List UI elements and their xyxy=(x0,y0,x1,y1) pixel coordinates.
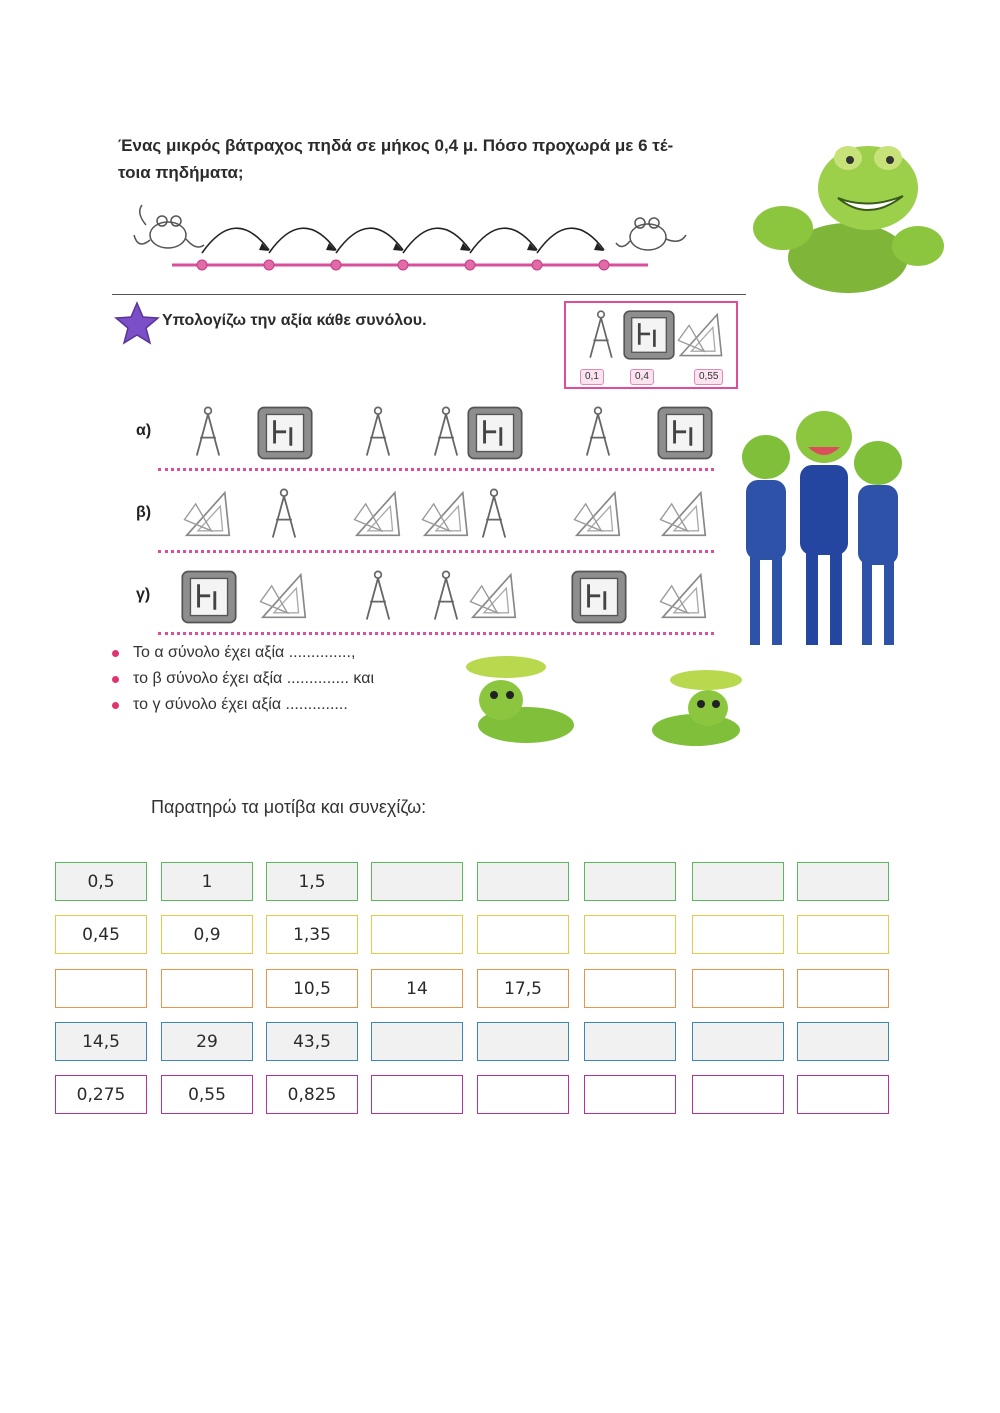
compass-icon xyxy=(570,404,626,460)
pattern-answer-box[interactable] xyxy=(692,1022,784,1061)
pattern-answer-box[interactable] xyxy=(797,1075,889,1114)
calculator-icon xyxy=(180,568,238,626)
compass-icon xyxy=(180,404,236,460)
pattern-answer-box[interactable] xyxy=(371,915,463,954)
star-icon xyxy=(112,300,162,346)
pattern-answer-box[interactable] xyxy=(584,1075,676,1114)
jump-arc xyxy=(537,228,604,253)
compass-icon xyxy=(256,486,312,542)
pattern-answer-box[interactable] xyxy=(584,969,676,1008)
set-row xyxy=(170,564,720,628)
pattern-answer-box[interactable] xyxy=(797,1022,889,1061)
jump-point xyxy=(465,260,475,270)
compass-icon xyxy=(350,404,406,460)
jump-arc xyxy=(470,228,537,253)
bullet-icon xyxy=(112,702,119,709)
pattern-cell: 1 xyxy=(161,862,253,901)
pattern-cell: 0,825 xyxy=(266,1075,358,1114)
bullet-icon xyxy=(112,650,119,657)
pattern-cell: 0,5 xyxy=(55,862,147,901)
pattern-answer-box[interactable] xyxy=(477,915,569,954)
set-square-icon xyxy=(256,568,312,624)
patterns-title: Παρατηρώ τα μοτίβα και συνεχίζω: xyxy=(151,797,427,817)
set-square-icon xyxy=(350,486,406,542)
pattern-answer-box[interactable] xyxy=(477,862,569,901)
pattern-answer-box[interactable] xyxy=(584,915,676,954)
pattern-answer-box[interactable] xyxy=(692,862,784,901)
pattern-answer-box[interactable] xyxy=(371,1075,463,1114)
set-square-icon xyxy=(180,486,236,542)
pattern-cell: 14,5 xyxy=(55,1022,147,1061)
pattern-answer-box[interactable] xyxy=(55,969,147,1008)
pattern-cell: 10,5 xyxy=(266,969,358,1008)
dotted-separator xyxy=(158,468,714,471)
frog-jump-problem xyxy=(118,132,758,186)
sketch-frog-right-icon xyxy=(616,218,686,250)
set-label: γ) xyxy=(136,586,151,603)
calculator-icon xyxy=(570,568,628,626)
set-square-icon xyxy=(570,486,626,542)
set-square-icon xyxy=(674,307,728,363)
set-square-icon xyxy=(466,568,522,624)
legend-compass xyxy=(574,307,628,368)
jump-arc xyxy=(336,228,403,253)
value-legend xyxy=(564,301,738,389)
pattern-answer-box[interactable] xyxy=(692,1075,784,1114)
section-divider xyxy=(112,294,746,295)
calculator-icon xyxy=(466,404,524,462)
pattern-answer-box[interactable] xyxy=(371,1022,463,1061)
jump-arc xyxy=(269,228,336,253)
pattern-answer-box[interactable] xyxy=(584,1022,676,1061)
pattern-answer-box[interactable] xyxy=(797,915,889,954)
set-square-icon xyxy=(656,486,712,542)
answer-c: το γ σύνολο έχει αξία .............. xyxy=(112,692,374,718)
pattern-cell: 29 xyxy=(161,1022,253,1061)
pattern-answer-box[interactable] xyxy=(797,969,889,1008)
calculator-icon xyxy=(622,307,676,363)
big-frog-illustration xyxy=(748,128,948,298)
legend-value: 0,4 xyxy=(630,369,654,385)
set-label: β) xyxy=(136,504,152,521)
answer-list xyxy=(112,640,374,718)
pattern-answer-box[interactable] xyxy=(477,1075,569,1114)
pattern-cell: 0,9 xyxy=(161,915,253,954)
sets-task-title: Υπολογίζω την αξία κάθε συνόλου. xyxy=(162,312,427,329)
pattern-cell: 43,5 xyxy=(266,1022,358,1061)
jump-number-line xyxy=(128,195,698,275)
pattern-cell: 0,45 xyxy=(55,915,147,954)
pattern-answer-box[interactable] xyxy=(692,915,784,954)
answer-b: το β σύνολο έχει αξία .............. και xyxy=(112,666,374,692)
pattern-cell: 14 xyxy=(371,969,463,1008)
pattern-answer-box[interactable] xyxy=(161,969,253,1008)
pattern-answer-box[interactable] xyxy=(584,862,676,901)
pattern-answer-box[interactable] xyxy=(692,969,784,1008)
set-label: α) xyxy=(136,422,152,439)
problem-line-1: Ένας μικρός βάτραχος πηδά σε μήκος 0,4 μ. Πόσο προχωρά με 6 τέ- xyxy=(118,136,674,155)
jump-arc xyxy=(202,228,269,253)
legend-value: 0,55 xyxy=(694,369,723,385)
jump-point xyxy=(331,260,341,270)
answer-a: Το α σύνολο έχει αξία .............., xyxy=(112,640,374,666)
set-square-icon xyxy=(656,568,712,624)
dotted-separator xyxy=(158,632,714,635)
pattern-answer-box[interactable] xyxy=(371,862,463,901)
pattern-cell: 17,5 xyxy=(477,969,569,1008)
bullet-icon xyxy=(112,676,119,683)
jump-point xyxy=(264,260,274,270)
legend-value: 0,1 xyxy=(580,369,604,385)
pattern-cell: 0,55 xyxy=(161,1075,253,1114)
set-row xyxy=(170,400,720,464)
compass-icon xyxy=(574,307,628,363)
pattern-cell: 0,275 xyxy=(55,1075,147,1114)
frog-lilypad-right-illustration xyxy=(636,668,766,750)
pattern-cell: 1,5 xyxy=(266,862,358,901)
dotted-separator xyxy=(158,550,714,553)
frogs-in-suits-illustration xyxy=(728,405,948,655)
frog-lilypad-left-illustration xyxy=(456,655,596,750)
pattern-cell: 1,35 xyxy=(266,915,358,954)
sketch-frog-left-icon xyxy=(134,205,204,248)
legend-set-square xyxy=(674,307,728,368)
jump-point xyxy=(599,260,609,270)
jump-arc xyxy=(403,228,470,253)
jump-point xyxy=(398,260,408,270)
set-row xyxy=(170,482,720,546)
jump-point xyxy=(197,260,207,270)
calculator-icon xyxy=(256,404,314,462)
pattern-answer-box[interactable] xyxy=(477,1022,569,1061)
calculator-icon xyxy=(656,404,714,462)
pattern-answer-box[interactable] xyxy=(797,862,889,901)
compass-icon xyxy=(466,486,522,542)
problem-line-2: τοια πηδήματα; xyxy=(118,163,244,182)
jump-point xyxy=(532,260,542,270)
legend-calculator xyxy=(622,307,676,368)
compass-icon xyxy=(350,568,406,624)
